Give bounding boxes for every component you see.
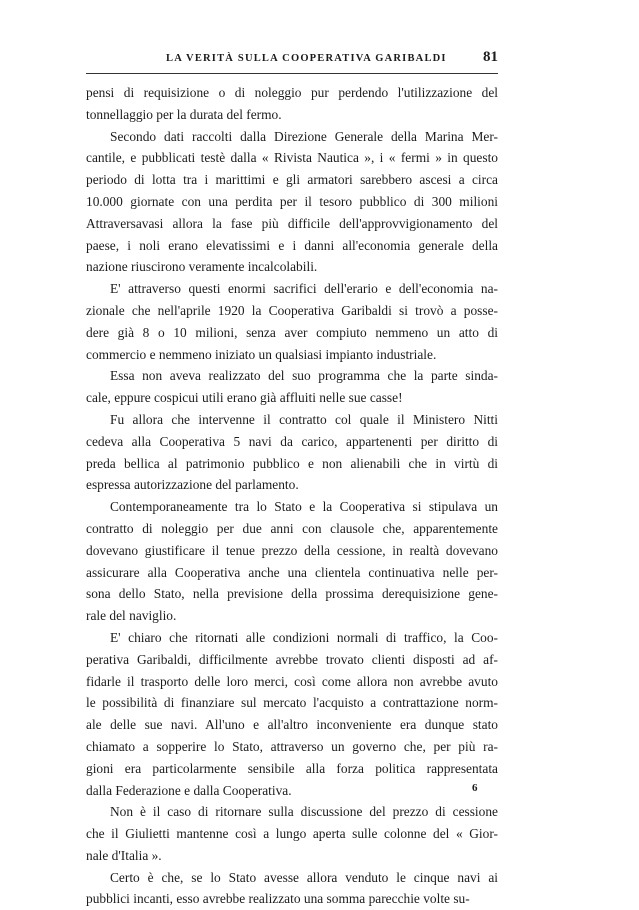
paragraph bbox=[86, 82, 498, 126]
paragraph bbox=[86, 801, 498, 866]
running-title: LA VERITÀ SULLA COOPERATIVA GARIBALDI bbox=[166, 53, 447, 64]
page-number: 81 bbox=[483, 49, 498, 65]
text-line: le possibilità di finanziare sul mercato l'acquisto a contrattazione norm- bbox=[86, 695, 498, 711]
text-line: espressa autorizzazione del parlamento. bbox=[86, 477, 299, 493]
text-line: preda bellica al patrimonio pubblico e non alienabili che in virtù di bbox=[86, 455, 498, 471]
text-line: sona dello Stato, nella previsione della prossima derequisizione gene- bbox=[86, 586, 498, 602]
body-text bbox=[86, 82, 498, 910]
text-line: Non è il caso di ritornare sulla discussione del prezzo di cessione bbox=[110, 804, 498, 820]
paragraph bbox=[86, 278, 498, 365]
text-line: 10.000 giornate con una perdita per il tesoro pubblico di 300 milioni bbox=[86, 193, 498, 209]
text-line: chiamato a sopperire lo Stato, attraverso un governo che, per più ra- bbox=[86, 738, 498, 754]
text-line: commercio e nemmeno iniziato un qualsiasi impianto industriale. bbox=[86, 346, 437, 362]
text-line: Secondo dati raccolti dalla Direzione Generale della Marina Mer- bbox=[110, 128, 498, 144]
text-line: Certo è che, se lo Stato avesse allora venduto le cinque navi ai bbox=[110, 869, 498, 885]
text-line: zionale che nell'aprile 1920 la Cooperativa Garibaldi si trovò a posse- bbox=[86, 302, 498, 318]
paragraph bbox=[86, 496, 498, 627]
text-line: ale delle sue navi. All'uno e all'altro inconveniente era dunque stato bbox=[86, 717, 498, 733]
text-line: Fu allora che intervenne il contratto col quale il Ministero Nitti bbox=[110, 411, 498, 427]
text-line: dovevano giustificare il tenue prezzo della cessione, in realtà dovevano bbox=[86, 542, 498, 558]
text-line: dere già 8 o 10 milioni, senza aver compiuto nemmeno un atto di bbox=[86, 324, 498, 340]
text-line: rale del naviglio. bbox=[86, 608, 177, 624]
text-line: tonnellaggio per la durata del fermo. bbox=[86, 106, 282, 122]
text-line: pensi di requisizione o di noleggio pur perdendo l'utilizzazione del bbox=[86, 85, 498, 100]
text-line: perativa Garibaldi, difficilmente avrebbe trovato clienti disposti ad af- bbox=[86, 651, 498, 667]
text-line: Attraversavasi allora la fase più difficile dell'approvvigionamento del bbox=[86, 215, 498, 231]
text-line: Essa non aveva realizzato del suo programma che la parte sinda- bbox=[110, 368, 498, 384]
text-line: cale, eppure cospicui utili erano già affluiti nelle sue casse! bbox=[86, 390, 403, 406]
text-line: dalla Federazione e dalla Cooperativa. bbox=[86, 782, 292, 798]
text-line: contratto di noleggio per due anni con clausole che, apparentemente bbox=[86, 520, 498, 536]
header-rule bbox=[86, 73, 498, 74]
text-line: nale d'Italia ». bbox=[86, 847, 162, 863]
paragraph bbox=[86, 126, 498, 279]
text-line: cantile, e pubblicati testè dalla « Rivista Nautica », i « fermi » in questo bbox=[86, 150, 498, 166]
text-line: E' chiaro che ritornati alle condizioni normali di traffico, la Coo- bbox=[110, 629, 498, 645]
paragraph bbox=[86, 627, 498, 801]
text-line: pubblici incanti, esso avrebbe realizzato una somma parecchie volte su- bbox=[86, 891, 470, 907]
page-header bbox=[86, 50, 498, 72]
text-line: periodo di lotta tra i marittimi e gli armatori sarebbero ascesi a circa bbox=[86, 172, 498, 188]
paragraph bbox=[86, 365, 498, 409]
signature-mark: 6 bbox=[472, 782, 478, 794]
text-line: assicurare alla Cooperativa anche una clientela continuativa nelle per- bbox=[86, 564, 498, 580]
text-line: nazione riuscirono veramente incalcolabili. bbox=[86, 259, 318, 275]
paragraph bbox=[86, 409, 498, 496]
text-line: E' attraverso questi enormi sacrifici dell'erario e dell'economia na- bbox=[110, 281, 498, 297]
text-line: Contemporaneamente tra lo Stato e la Cooperativa si stipulava un bbox=[110, 499, 498, 515]
text-line: cedeva alla Cooperativa 5 navi da carico, appartenenti per diritto di bbox=[86, 433, 498, 449]
text-line: paese, i noli erano elevatissimi e i danni all'economia generale della bbox=[86, 237, 498, 253]
text-line: che il Giulietti mantenne così a lungo aperta sulle colonne del « Gior- bbox=[86, 826, 498, 842]
paragraph bbox=[86, 867, 498, 910]
text-line: gioni era particolarmente sensibile alla forza politica rappresentata bbox=[86, 760, 498, 776]
text-line: fidarle il trasporto delle loro merci, così come allora non avrebbe avuto bbox=[86, 673, 498, 689]
